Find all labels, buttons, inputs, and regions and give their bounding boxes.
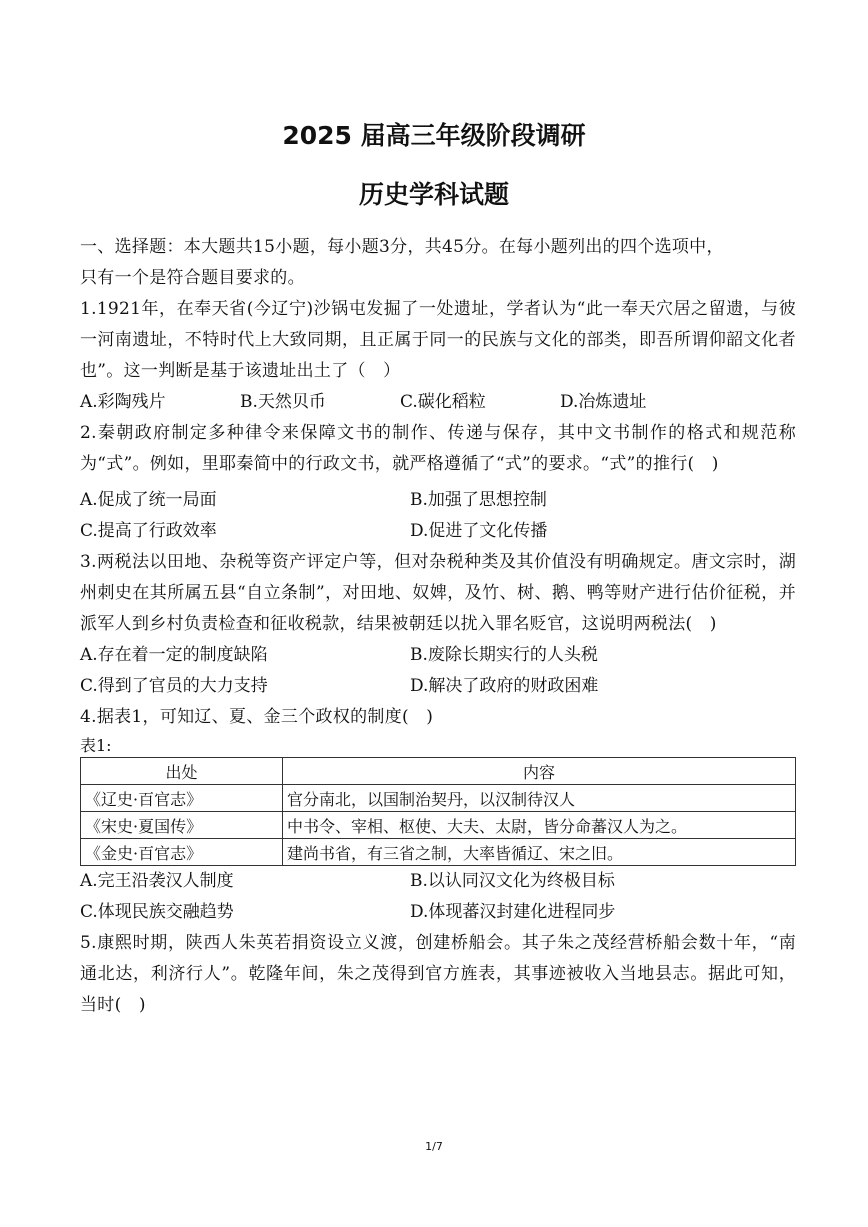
q1-option-a: A.彩陶残片 [80, 392, 166, 412]
table-header-row [81, 758, 796, 785]
table-row [81, 839, 796, 866]
question-2-options-row2 [80, 516, 796, 547]
q4-option-b: B.以认同汉文化为终极目标 [410, 871, 615, 891]
question-1-options [80, 387, 796, 418]
table-header-content: 内容 [283, 758, 796, 785]
question-2-stem: 2.秦朝政府制定多种律令来保障文书的制作、传递与保存，其中文书制作的格式和规范称为“式”。例如，里耶秦简中的行政文书，就严格遵循了“式”的要求。“式”的推行( ) [80, 423, 796, 474]
q2-option-d: D.促进了文化传播 [410, 521, 548, 541]
table-cell-content: 建尚书省，有三省之制，大率皆循辽、宋之旧。 [283, 839, 796, 866]
table-cell-source: 《金史·百官志》 [81, 839, 283, 866]
q2-option-b: B.加强了思想控制 [410, 490, 547, 510]
q4-option-d: D.体现蕃汉封建化进程同步 [410, 902, 616, 922]
question-2-options-row1 [80, 485, 796, 516]
q1-option-d: D.冶炼遗址 [560, 392, 647, 412]
table-cell-content: 官分南北，以国制治契丹，以汉制待汉人 [283, 785, 796, 812]
page-number: 1/7 [425, 1140, 443, 1153]
q1-option-b: B.天然贝币 [240, 392, 326, 412]
exam-subtitle: 历史学科试题 [358, 180, 509, 209]
question-3-options-row2 [80, 671, 796, 702]
question-1-stem: 1.1921年，在奉天省(今辽宁)沙锅屯发掘了一处遗址，学者认为“此一奉天穴居之留遗，与彼一河南遗址，不特时代上大致同期，且正属于同一的民族与文化的部类，即吾所谓仰韶文化者也”。这一判断是基于该遗址出土了（ ） [80, 299, 796, 381]
question-4-stem: 4.据表1，可知辽、夏、金三个政权的制度( ) [80, 707, 434, 727]
question-4-options-row2 [80, 897, 796, 928]
question-3-stem: 3.两税法以田地、杂税等资产评定户等，但对杂税种类及其价值没有明确规定。唐文宗时，湖州刺史在其所属五县“自立条制”，对田地、奴婢，及竹、树、鹅、鸭等财产进行估价征税，并派军人到乡村负责检查和征收税款，结果被朝廷以扰入罪名贬官，这说明两税法( ) [80, 552, 796, 634]
q3-option-d: D.解决了政府的财政困难 [410, 676, 599, 696]
table-cell-source: 《辽史·百官志》 [81, 785, 283, 812]
table-header-source: 出处 [81, 758, 283, 785]
table-row [81, 812, 796, 839]
q3-option-c: C.得到了官员的大力支持 [80, 676, 268, 696]
section-intro-line1: 一、选择题：本大题共15小题，每小题3分，共45分。在每小题列出的四个选项中， [80, 237, 724, 257]
table-cell-source: 《宋史·夏国传》 [81, 812, 283, 839]
exam-body [80, 232, 796, 1021]
question-3-options-row1 [80, 640, 796, 671]
exam-title: 2025 届高三年级阶段调研 [282, 121, 586, 150]
question-5-stem: 5.康熙时期，陕西人朱英若捐资设立义渡，创建桥船会。其子朱之茂经营桥船会数十年，“南通北达，利济行人”。乾隆年间，朱之茂得到官方旌表，其事迹被收入当地县志。据此可知，当时( ) [80, 933, 796, 1015]
table-cell-content: 中书令、宰相、枢使、大夫、太尉，皆分命蕃汉人为之。 [283, 812, 796, 839]
q2-option-c: C.提高了行政效率 [80, 521, 217, 541]
section-intro-line2: 只有一个是符合题目要求的。 [80, 268, 305, 288]
q4-option-c: C.体现民族交融趋势 [80, 902, 234, 922]
question-4-options-row1 [80, 866, 796, 897]
q3-option-a: A.存在着一定的制度缺陷 [80, 645, 268, 665]
q2-option-a: A.促成了统一局面 [80, 490, 217, 510]
history-table [80, 757, 796, 866]
table-caption: 表1: [80, 736, 112, 755]
q3-option-b: B.废除长期实行的人头税 [410, 645, 598, 665]
q4-option-a: A.完王沿袭汉人制度 [80, 871, 234, 891]
table-row [81, 785, 796, 812]
q1-option-c: C.碳化稻粒 [400, 392, 486, 412]
